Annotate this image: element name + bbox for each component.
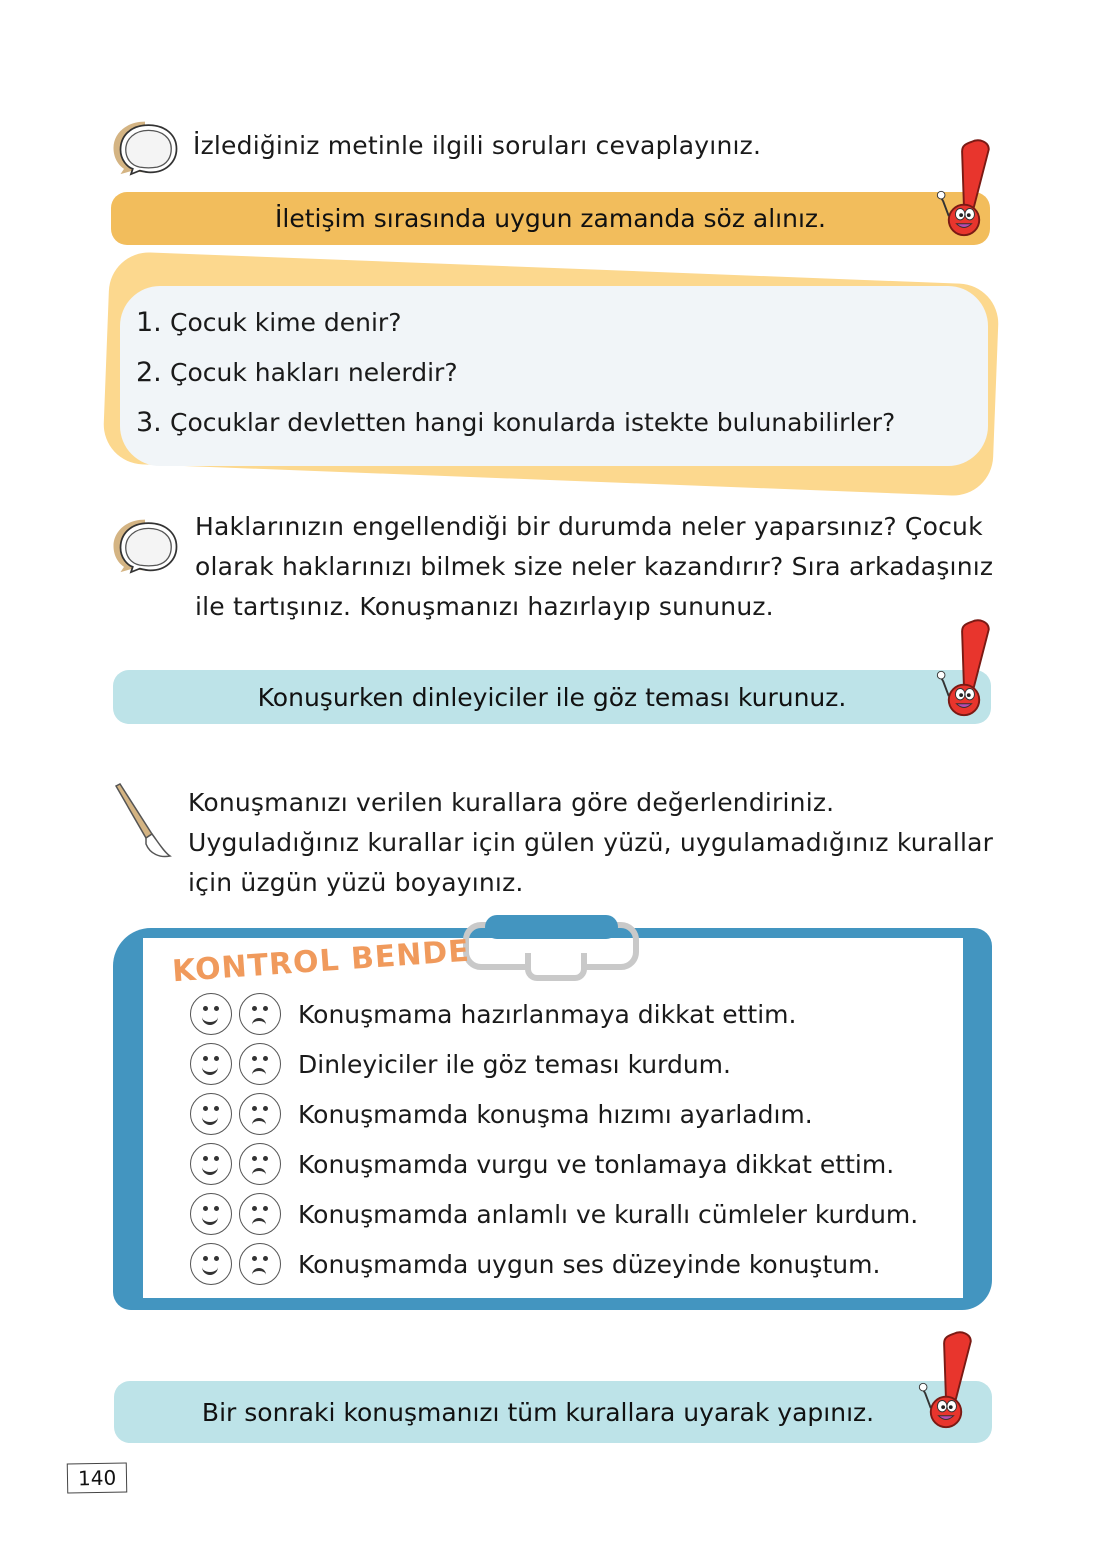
sad-face-icon[interactable] xyxy=(239,1093,281,1135)
evaluation-text: Konuşmanızı verilen kurallara göre değerlendiriniz. Uyguladığınız kurallar için gülen yüzü, uygulamadığınız kurallar için üzgün yüzü boyayınız. xyxy=(188,788,994,897)
smiley-face-icon[interactable] xyxy=(190,1043,232,1085)
sad-face-icon[interactable] xyxy=(239,1193,281,1235)
checklist-row: Konuşmamda konuşma hızımı ayarladım. xyxy=(190,1089,918,1139)
smiley-face-icon[interactable] xyxy=(190,1243,232,1285)
smiley-face-icon[interactable] xyxy=(190,1193,232,1235)
exclamation-mascot-icon xyxy=(934,138,994,238)
tip-banner-orange xyxy=(111,192,990,245)
sad-face-icon[interactable] xyxy=(239,993,281,1035)
questions-card xyxy=(120,286,988,466)
clipboard-clip-top xyxy=(485,915,618,939)
discussion-text: Haklarınızın engellendiği bir durumda neler yaparsınız? Çocuk olarak haklarınızı bilmek size neler kazandırır? Sıra arkadaşınız ile tartışınız. Konuşmanızı hazırlayıp sununuz. xyxy=(195,512,994,621)
exclamation-mascot-icon xyxy=(916,1330,976,1430)
sad-face-icon[interactable] xyxy=(239,1143,281,1185)
checklist-row: Konuşmamda vurgu ve tonlamaya dikkat ettim. xyxy=(190,1139,918,1189)
sad-face-icon[interactable] xyxy=(239,1043,281,1085)
smiley-face-icon[interactable] xyxy=(190,993,232,1035)
smiley-face-icon[interactable] xyxy=(190,1143,232,1185)
smiley-face-icon[interactable] xyxy=(190,1093,232,1135)
checklist-title: KONTROL BENDE xyxy=(171,933,471,990)
speech-bubble-icon xyxy=(110,114,180,180)
final-tip-banner xyxy=(114,1381,992,1443)
tip-banner-text: İletişim sırasında uygun zamanda söz alınız. xyxy=(275,204,826,233)
tip-banner-blue xyxy=(113,670,991,724)
checklist-row: Konuşmama hazırlanmaya dikkat ettim. xyxy=(190,989,918,1039)
final-tip-text: Bir sonraki konuşmanızı tüm kurallara uyarak yapınız. xyxy=(201,1397,875,1427)
checklist xyxy=(190,989,918,1289)
checklist-row: Dinleyiciler ile göz teması kurdum. xyxy=(190,1039,918,1089)
question-item: 3. Çocuklar devletten hangi konularda istekte bulunabilirler? xyxy=(136,407,896,438)
sad-face-icon[interactable] xyxy=(239,1243,281,1285)
page-number: 140 xyxy=(67,1462,128,1493)
question-item: 2. Çocuk hakları nelerdir? xyxy=(136,357,458,388)
exclamation-mascot-icon xyxy=(934,618,994,718)
instruction-text: İzlediğiniz metinle ilgili soruları cevaplayınız. xyxy=(193,131,762,160)
question-item: 1. Çocuk kime denir? xyxy=(136,307,402,338)
checklist-row: Konuşmamda uygun ses düzeyinde konuştum. xyxy=(190,1239,918,1289)
speech-bubble-icon xyxy=(110,512,180,578)
checklist-row: Konuşmamda anlamlı ve kurallı cümleler kurdum. xyxy=(190,1189,918,1239)
tip-banner-text: Konuşurken dinleyiciler ile göz teması kurunuz. xyxy=(257,682,847,712)
paintbrush-icon xyxy=(112,782,172,862)
clipboard-clip-tab xyxy=(525,953,587,981)
